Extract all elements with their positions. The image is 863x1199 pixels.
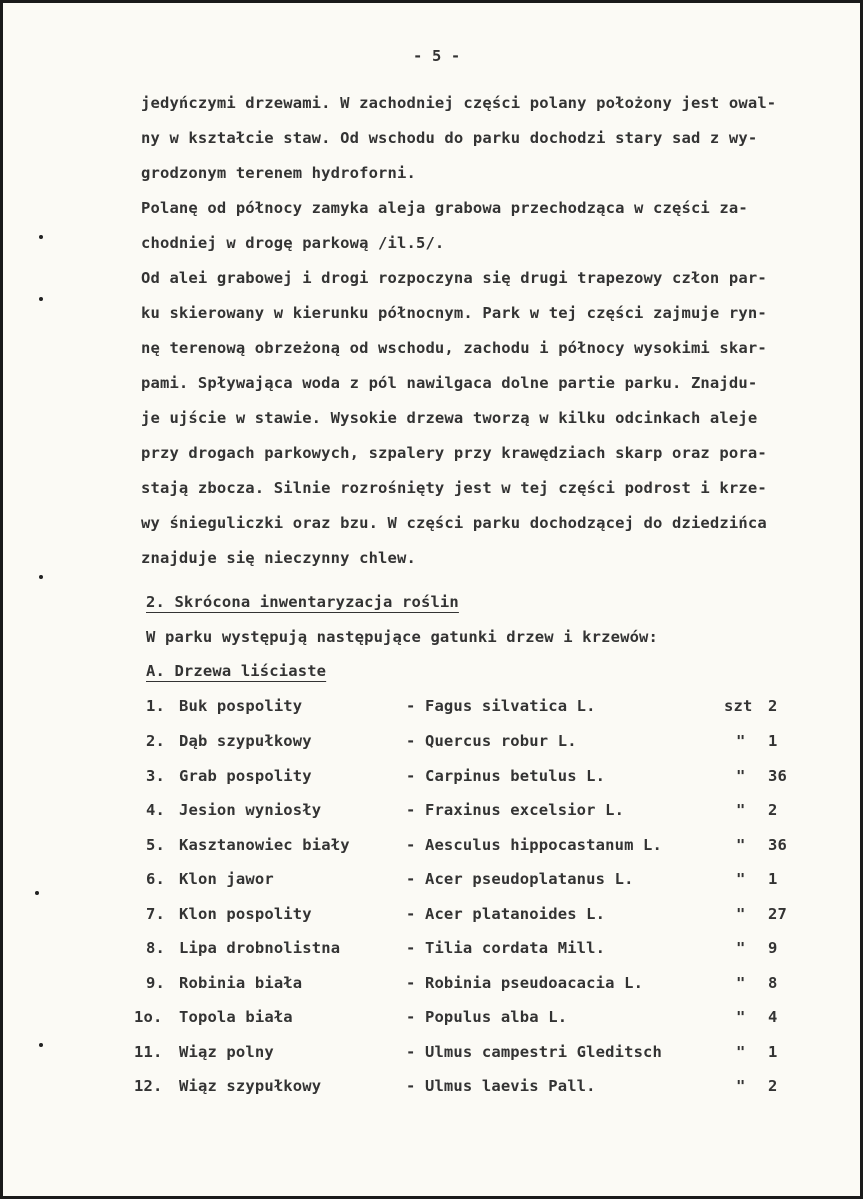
latin-name: - Fraxinus excelsior L. [406, 801, 625, 819]
latin-name: - Ulmus laevis Pall. [406, 1077, 596, 1095]
latin-name: - Fagus silvatica L. [406, 697, 596, 715]
paragraph-line: ny w kształcie staw. Od wschodu do parku dochodzi stary sad z wy- [141, 129, 758, 147]
polish-name: Wiąz polny [179, 1043, 274, 1061]
item-number: 7. [146, 905, 165, 923]
item-number: 1o. [134, 1008, 163, 1026]
paragraph-line: przy drogach parkowych, szpalery przy krawędziach skarp oraz pora- [141, 444, 767, 462]
item-number: 9. [146, 974, 165, 992]
item-number: 8. [146, 939, 165, 957]
count: 1 [768, 732, 778, 750]
latin-name: - Populus alba L. [406, 1008, 568, 1026]
polish-name: Jesion wyniosły [179, 801, 322, 819]
polish-name: Robinia biała [179, 974, 303, 992]
paragraph-line: je ujście w stawie. Wysokie drzewa tworzą w kilku odcinkach aleje [141, 409, 758, 427]
unit: " [736, 974, 746, 992]
paragraph-line: znajduje się nieczynny chlew. [141, 549, 416, 567]
unit: " [736, 732, 746, 750]
paragraph-line: jedyńczymi drzewami. W zachodniej części polany położony jest owal- [141, 94, 777, 112]
paragraph-line: ku skierowany w kierunku północnym. Park w tej części zajmuje ryn- [141, 304, 767, 322]
unit: " [736, 836, 746, 854]
binding-hole-mark [35, 891, 39, 895]
item-number: 6. [146, 870, 165, 888]
item-number: 2. [146, 732, 165, 750]
item-number: 11. [134, 1043, 163, 1061]
polish-name: Klon pospolity [179, 905, 312, 923]
binding-hole-mark [39, 235, 43, 239]
count: 9 [768, 939, 778, 957]
latin-name: - Acer platanoides L. [406, 905, 606, 923]
unit: " [736, 870, 746, 888]
binding-hole-mark [39, 575, 43, 579]
paragraph-line: wy śnieguliczki oraz bzu. W części parku dochodzącej do dziedzińca [141, 514, 767, 532]
section-heading: 2. Skrócona inwentaryzacja roślin [146, 593, 459, 611]
binding-hole-mark [39, 297, 43, 301]
unit: " [736, 767, 746, 785]
count: 36 [768, 836, 787, 854]
count: 2 [768, 697, 778, 715]
polish-name: Kasztanowiec biały [179, 836, 350, 854]
item-number: 5. [146, 836, 165, 854]
latin-name: - Quercus robur L. [406, 732, 577, 750]
count: 1 [768, 870, 778, 888]
paragraph-line: grodzonym terenem hydroforni. [141, 164, 416, 182]
item-number: 1. [146, 697, 165, 715]
polish-name: Lipa drobnolistna [179, 939, 341, 957]
paragraph-line: nę terenową obrzeżoną od wschodu, zachodu i północy wysokimi skar- [141, 339, 767, 357]
paragraph-line: stają zbocza. Silnie rozrośnięty jest w tej części podrost i krze- [141, 479, 767, 497]
page-number: - 5 - [413, 47, 461, 65]
unit: " [736, 905, 746, 923]
subsection-heading: A. Drzewa liściaste [146, 662, 327, 680]
polish-name: Grab pospolity [179, 767, 312, 785]
paragraph-line: Polanę od północy zamyka aleja grabowa przechodząca w części za- [141, 199, 748, 217]
count: 1 [768, 1043, 778, 1061]
unit: " [736, 1077, 746, 1095]
count: 27 [768, 905, 787, 923]
unit: " [736, 1008, 746, 1026]
unit: " [736, 939, 746, 957]
latin-name: - Ulmus campestri Gleditsch [406, 1043, 663, 1061]
polish-name: Wiąz szypułkowy [179, 1077, 322, 1095]
latin-name: - Tilia cordata Mill. [406, 939, 606, 957]
count: 2 [768, 1077, 778, 1095]
item-number: 3. [146, 767, 165, 785]
paragraph-line: Od alei grabowej i drogi rozpoczyna się drugi trapezowy człon par- [141, 269, 767, 287]
polish-name: Klon jawor [179, 870, 274, 888]
polish-name: Topola biała [179, 1008, 293, 1026]
polish-name: Buk pospolity [179, 697, 303, 715]
polish-name: Dąb szypułkowy [179, 732, 312, 750]
latin-name: - Acer pseudoplatanus L. [406, 870, 634, 888]
binding-hole-mark [39, 1043, 43, 1047]
unit: " [736, 801, 746, 819]
paragraph-line: chodniej w drogę parkową /il.5/. [141, 234, 445, 252]
item-number: 12. [134, 1077, 163, 1095]
count: 36 [768, 767, 787, 785]
item-number: 4. [146, 801, 165, 819]
count: 2 [768, 801, 778, 819]
latin-name: - Carpinus betulus L. [406, 767, 606, 785]
count: 8 [768, 974, 778, 992]
count: 4 [768, 1008, 778, 1026]
paragraph-line: pami. Spływająca woda z pól nawilgaca dolne partie parku. Znajdu- [141, 374, 758, 392]
unit: szt [724, 697, 753, 715]
latin-name: - Robinia pseudoacacia L. [406, 974, 644, 992]
latin-name: - Aesculus hippocastanum L. [406, 836, 663, 854]
intro-line: W parku występują następujące gatunki drzew i krzewów: [146, 628, 659, 646]
unit: " [736, 1043, 746, 1061]
